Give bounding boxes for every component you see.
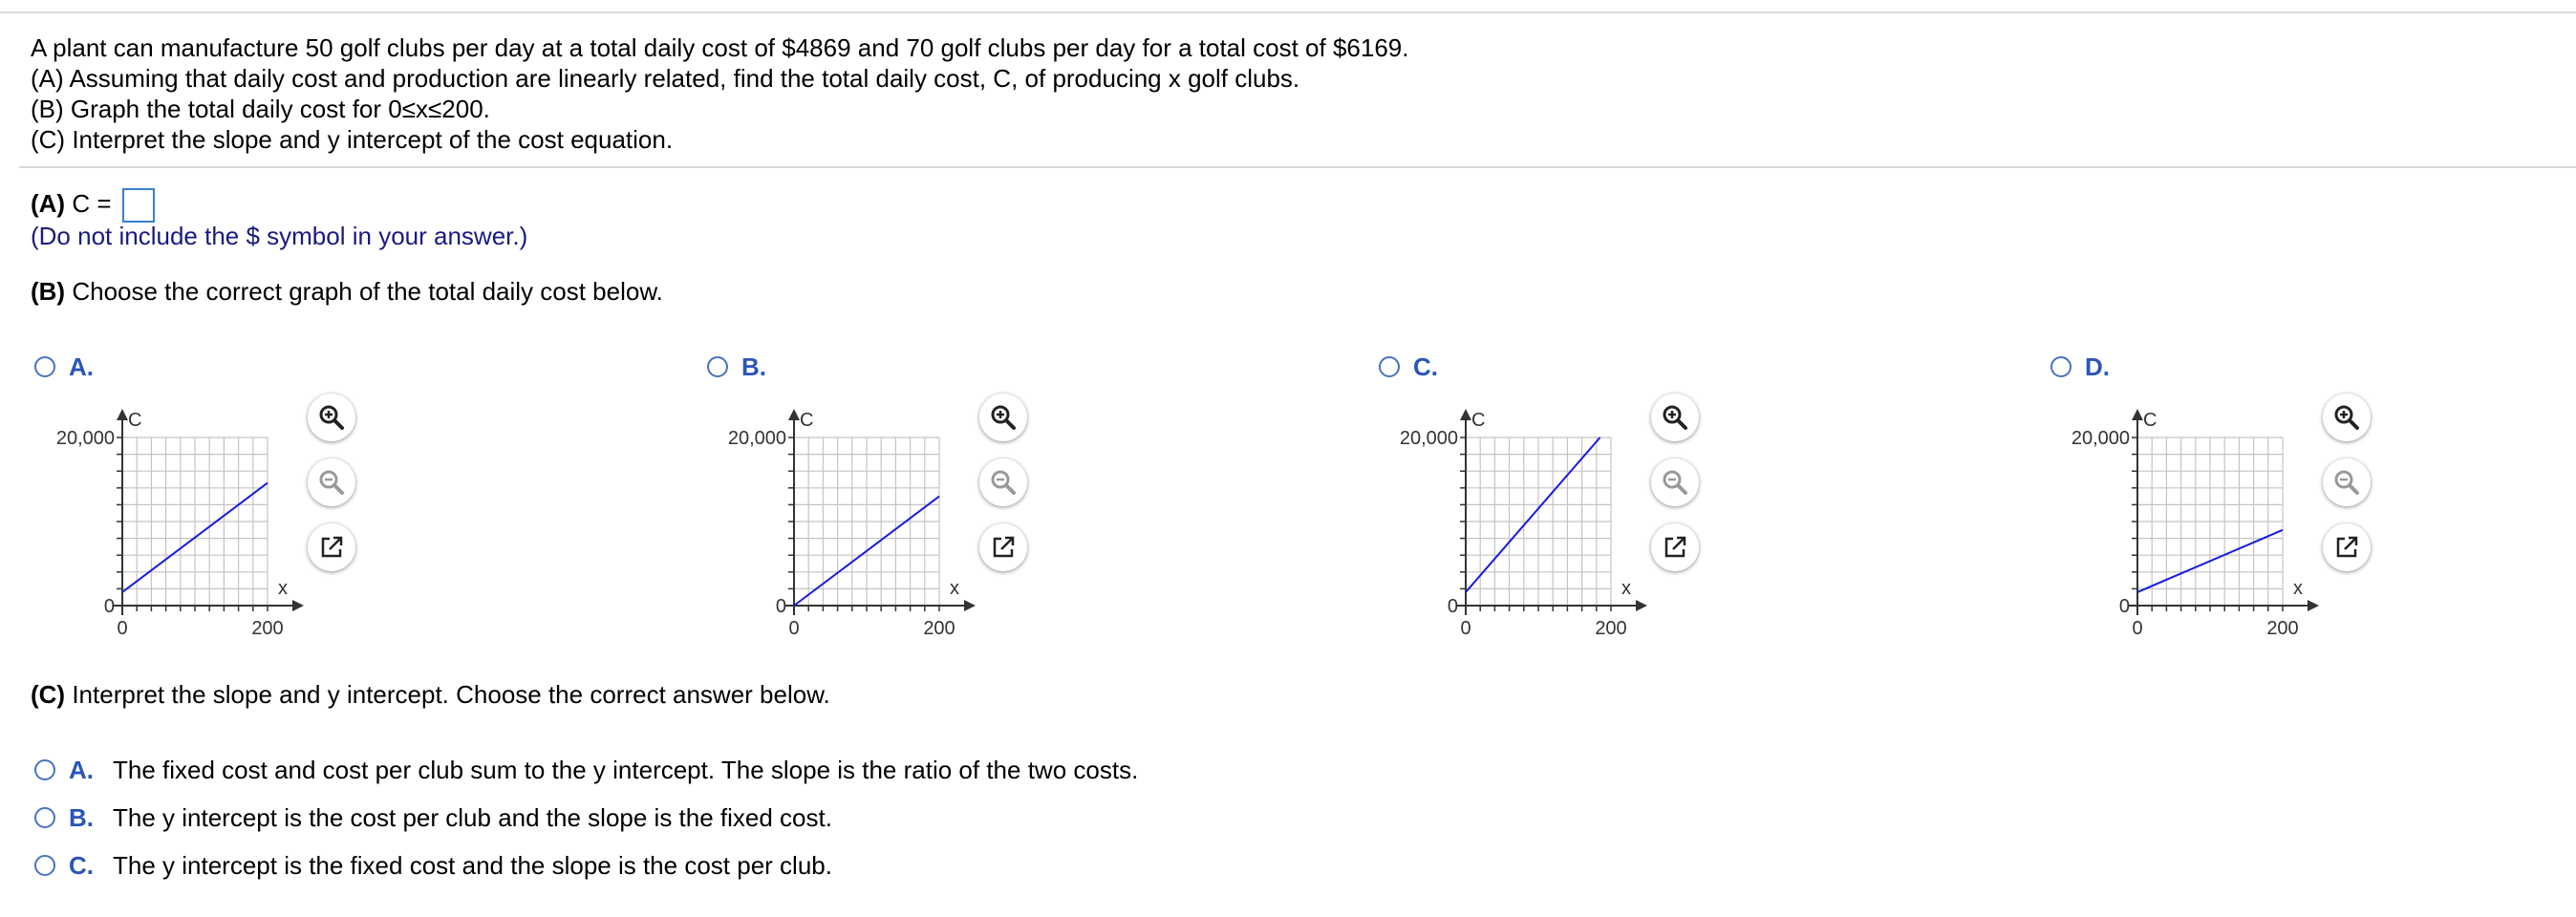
radio-button[interactable]	[34, 807, 55, 828]
cost-line	[1466, 437, 1600, 592]
option-letter: B.	[69, 802, 94, 832]
part-b-label: (B)	[31, 277, 66, 306]
x-axis-arrow	[2308, 600, 2319, 611]
option-letter: C.	[1413, 352, 1438, 381]
option-letter: C.	[69, 850, 94, 880]
graph-option-d[interactable]	[2050, 352, 2110, 382]
problem-line-2: (A) Assuming that daily cost and production are linearly related, find the total daily cost, C, of producing x golf clubs.	[31, 64, 1300, 93]
option-letter: B.	[741, 352, 766, 381]
y-axis-arrow	[1460, 409, 1471, 420]
x-tick-label-zero: 0	[117, 618, 128, 639]
x-axis-label: x	[2293, 578, 2303, 599]
open-graph-button[interactable]	[308, 523, 355, 571]
problem-line-4: (C) Interpret the slope and y intercept of the cost equation.	[31, 125, 674, 154]
open-graph-button[interactable]	[2323, 523, 2371, 571]
graph-option-b[interactable]	[707, 352, 766, 382]
zoom-in-icon	[989, 403, 1018, 432]
problem-statement	[31, 32, 1408, 155]
cost-answer-input[interactable]	[122, 188, 155, 223]
choice-text: The y intercept is the cost per club and the slope is the fixed cost.	[113, 802, 832, 832]
y-axis-arrow	[117, 409, 128, 420]
zoom-in-icon	[2332, 403, 2361, 432]
choice-text: The fixed cost and cost per club sum to the y intercept. The slope is the ratio of the two costs.	[113, 755, 1139, 784]
zoom-out-button[interactable]	[2323, 458, 2371, 506]
x-axis-label: x	[278, 578, 288, 599]
option-letter: A.	[69, 352, 94, 381]
open-graph-button[interactable]	[979, 523, 1027, 571]
y-axis-arrow	[788, 409, 800, 420]
part-a-prefix: C =	[72, 189, 112, 218]
graph-b	[700, 392, 1006, 640]
radio-button[interactable]	[2050, 356, 2072, 377]
graph-d-tools	[2323, 392, 2380, 583]
interpretation-choice-b[interactable]	[34, 801, 832, 834]
radio-button[interactable]	[34, 855, 55, 876]
graph-option-a[interactable]	[34, 352, 94, 382]
graph-b-tools	[979, 392, 1037, 583]
x-tick-label-end: 200	[923, 618, 955, 639]
radio-button[interactable]	[34, 356, 55, 377]
part-a-row	[31, 187, 155, 223]
zoom-out-button[interactable]	[979, 458, 1027, 506]
problem-line-3: (B) Graph the total daily cost for 0≤x≤200.	[31, 95, 490, 123]
graph-c-tools	[1651, 392, 1708, 583]
external-link-icon	[1661, 533, 1689, 562]
y-axis-label: C	[1471, 410, 1486, 431]
external-link-icon	[317, 533, 346, 562]
part-c-label: (C)	[31, 680, 66, 709]
problem-line-1: A plant can manufacture 50 golf clubs per day at a total daily cost of $4869 and 70 golf clubs per day for a total cost of $6169.	[31, 33, 1409, 62]
y-tick-label-zero: 0	[103, 596, 115, 617]
part-a-hint: (Do not include the $ symbol in your answer.)	[31, 222, 528, 250]
zoom-in-icon	[317, 403, 346, 432]
zoom-out-icon	[989, 468, 1018, 497]
radio-button[interactable]	[1379, 356, 1400, 377]
interpretation-choice-c[interactable]	[34, 849, 832, 882]
part-b-prompt-row	[31, 277, 663, 307]
x-axis-label: x	[1621, 578, 1631, 599]
y-tick-label-zero: 0	[775, 596, 786, 617]
part-c-prompt: Interpret the slope and y intercept. Choose the correct answer below.	[72, 680, 830, 709]
graph-a-tools	[308, 392, 365, 583]
y-axis-label: C	[128, 410, 142, 431]
zoom-in-button[interactable]	[979, 394, 1027, 441]
y-tick-label-top: 20,000	[1399, 428, 1458, 449]
x-axis-label: x	[950, 578, 959, 599]
radio-button[interactable]	[34, 759, 55, 780]
zoom-in-button[interactable]	[2323, 394, 2371, 441]
y-axis-label: C	[2143, 410, 2157, 431]
option-letter: D.	[2085, 352, 2110, 381]
choice-text: The y intercept is the fixed cost and the slope is the cost per club.	[113, 850, 832, 880]
zoom-in-button[interactable]	[1651, 394, 1699, 441]
x-tick-label-zero: 0	[788, 618, 800, 639]
x-tick-label-zero: 0	[1460, 618, 1471, 639]
graph-d	[2044, 392, 2350, 640]
option-letter: A.	[69, 755, 94, 784]
open-graph-button[interactable]	[1651, 523, 1699, 571]
graph-option-c[interactable]	[1379, 352, 1438, 382]
zoom-in-icon	[1661, 403, 1689, 432]
x-axis-arrow	[1636, 600, 1647, 611]
y-tick-label-top: 20,000	[2071, 428, 2130, 449]
zoom-out-button[interactable]	[308, 458, 355, 506]
zoom-out-icon	[1661, 468, 1689, 497]
zoom-out-button[interactable]	[1651, 458, 1699, 506]
zoom-out-icon	[2332, 468, 2361, 497]
x-tick-label-zero: 0	[2132, 618, 2143, 639]
part-b-prompt: Choose the correct graph of the total daily cost below.	[72, 277, 663, 306]
interpretation-choice-a[interactable]	[34, 754, 1138, 786]
y-tick-label-zero: 0	[1447, 596, 1458, 617]
zoom-out-icon	[317, 468, 346, 497]
y-axis-arrow	[2132, 409, 2143, 420]
section-divider	[19, 166, 2576, 168]
graph-c	[1372, 392, 1678, 640]
external-link-icon	[989, 533, 1018, 562]
y-tick-label-top: 20,000	[55, 428, 115, 449]
part-c-prompt-row	[31, 680, 830, 710]
x-tick-label-end: 200	[251, 618, 284, 639]
zoom-in-button[interactable]	[308, 394, 355, 441]
y-tick-label-top: 20,000	[727, 428, 786, 449]
x-tick-label-end: 200	[2266, 618, 2299, 639]
graph-a	[29, 392, 334, 640]
radio-button[interactable]	[707, 356, 728, 377]
external-link-icon	[2332, 533, 2361, 562]
x-axis-arrow	[292, 600, 304, 611]
y-tick-label-zero: 0	[2118, 596, 2130, 617]
top-rule	[0, 11, 2576, 13]
part-a-label: (A)	[31, 189, 66, 218]
x-axis-arrow	[964, 600, 976, 611]
y-axis-label: C	[800, 410, 814, 431]
x-tick-label-end: 200	[1595, 618, 1627, 639]
